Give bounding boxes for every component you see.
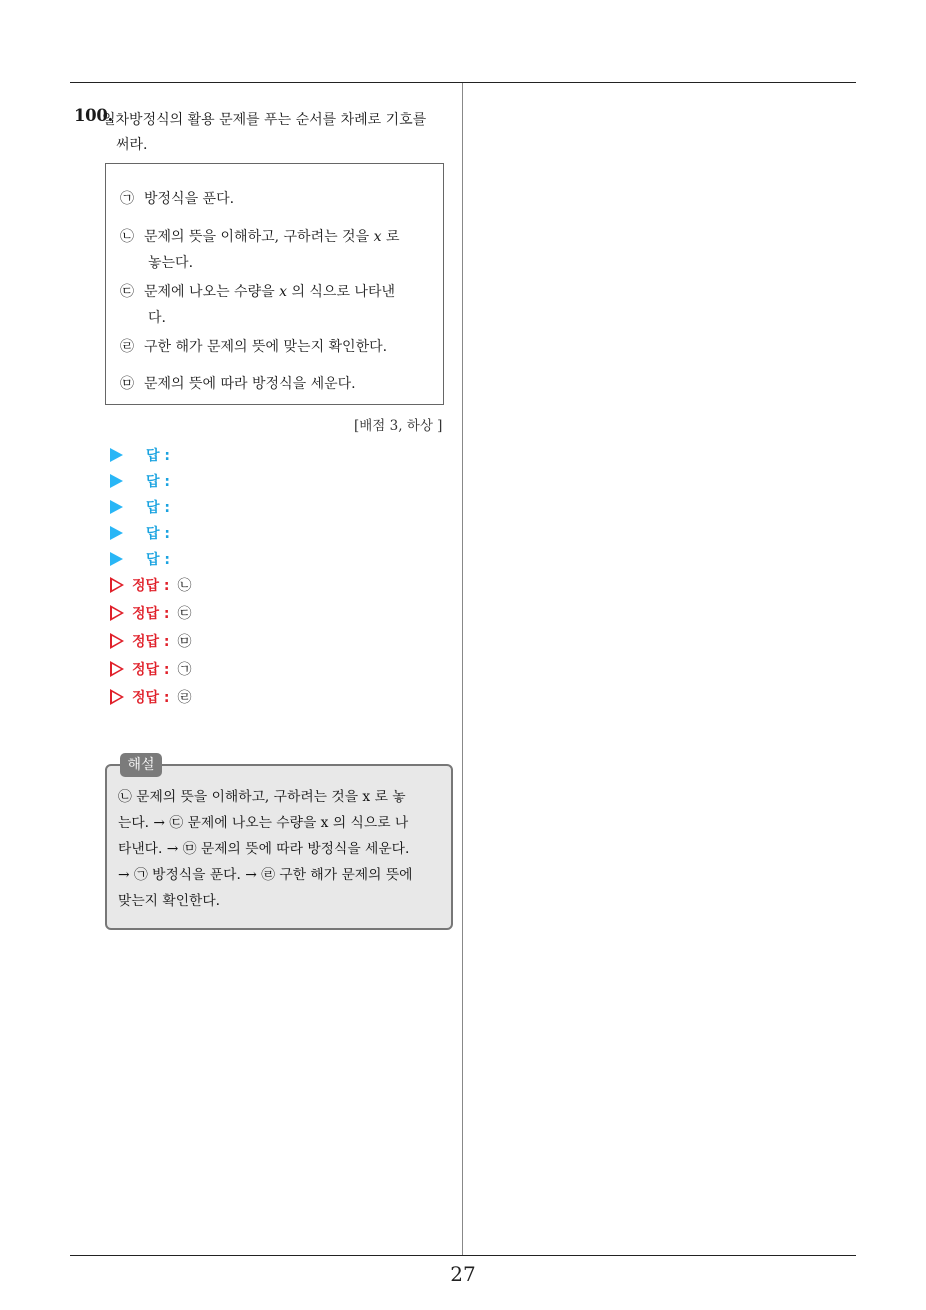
- solution-value: ㉢: [177, 606, 192, 622]
- answer-row-5[interactable]: [110, 549, 170, 569]
- explanation-line: 타낸다. → ㉤ 문제의 뜻에 따라 방정식을 세운다.: [118, 841, 410, 857]
- play-icon: [110, 500, 123, 514]
- solution-row-5: [110, 686, 192, 708]
- play-icon: [110, 474, 123, 488]
- column-divider: [462, 83, 463, 1256]
- choice-marker: ㉢: [120, 284, 134, 300]
- explanation-line: 맞는지 확인한다.: [118, 893, 221, 909]
- triangle-outline-icon: [110, 689, 124, 705]
- solution-value: ㉣: [177, 690, 192, 706]
- solution-label: 정답 :: [132, 606, 170, 622]
- answer-row-4[interactable]: [110, 523, 170, 543]
- answer-row-2[interactable]: [110, 471, 170, 491]
- solution-row-2: [110, 602, 192, 624]
- choice-marker: ㉡: [120, 229, 134, 245]
- explanation-text: [118, 784, 442, 914]
- solution-value: ㉤: [177, 634, 192, 650]
- choice-continuation: 다.: [148, 310, 166, 326]
- choice-item-3: [120, 279, 425, 331]
- choice-marker: ㉤: [120, 376, 134, 392]
- triangle-outline-icon: [110, 605, 124, 621]
- question-text: 일차방정식의 활용 문제를 푸는 순서를 차례로 기호를: [102, 112, 427, 128]
- explanation-line: → ㉠ 방정식을 푼다. → ㉣ 구한 해가 문제의 뜻에: [118, 867, 413, 883]
- solution-value: ㉡: [177, 578, 192, 594]
- triangle-outline-icon: [110, 661, 124, 677]
- solution-label: 정답 :: [132, 662, 170, 678]
- play-icon: [110, 526, 123, 540]
- points-difficulty: [배점 3, 하상 ]: [354, 418, 443, 434]
- answer-row-3[interactable]: [110, 497, 170, 517]
- choice-text-post: 의 식으로 나타낸: [291, 284, 396, 300]
- choice-marker: ㉠: [120, 191, 134, 207]
- page-number: 27: [450, 1262, 476, 1286]
- play-icon: [110, 448, 123, 462]
- choice-text-post: 로: [385, 229, 400, 245]
- solution-label: 정답 :: [132, 634, 170, 650]
- answer-label: 답 :: [146, 500, 170, 516]
- triangle-outline-icon: [110, 633, 124, 649]
- choice-text: 구한 해가 문제의 뜻에 맞는지 확인한다.: [144, 339, 388, 355]
- answer-label: 답 :: [146, 474, 170, 490]
- choice-text: 문제의 뜻에 따라 방정식을 세운다.: [144, 376, 356, 392]
- answer-row-1[interactable]: [110, 445, 170, 465]
- solution-row-1: [110, 574, 192, 596]
- solution-row-4: [110, 658, 192, 680]
- choice-marker: ㉣: [120, 339, 134, 355]
- question-number: 100.: [74, 106, 113, 125]
- solution-label: 정답 :: [132, 690, 170, 706]
- variable-x: x: [279, 284, 287, 300]
- choice-item-4: [120, 334, 425, 360]
- explanation-tab: 해설: [120, 753, 162, 777]
- solution-row-3: [110, 630, 192, 652]
- answer-label: 답 :: [146, 526, 170, 542]
- bottom-rule: [70, 1255, 856, 1256]
- solution-value: ㉠: [177, 662, 192, 678]
- choice-item-1: [120, 186, 425, 212]
- choice-item-5: [120, 371, 425, 397]
- answer-label: 답 :: [146, 448, 170, 464]
- choice-item-2: [120, 224, 425, 276]
- play-icon: [110, 552, 123, 566]
- solution-label: 정답 :: [132, 578, 170, 594]
- variable-x: x: [373, 229, 382, 245]
- choice-text: 방정식을 푼다.: [144, 191, 235, 207]
- question-text-line2: 써라.: [116, 137, 148, 153]
- explanation-line: 는다. → ㉢ 문제에 나오는 수량을 x 의 식으로 나: [118, 815, 409, 831]
- top-rule: [70, 82, 856, 83]
- choice-text: 문제의 뜻을 이해하고, 구하려는 것을: [144, 229, 370, 245]
- answer-label: 답 :: [146, 552, 170, 568]
- explanation-line: ㉡ 문제의 뜻을 이해하고, 구하려는 것을 x 로 놓: [118, 789, 406, 805]
- triangle-outline-icon: [110, 577, 124, 593]
- choice-continuation: 놓는다.: [148, 255, 194, 271]
- choice-text: 문제에 나오는 수량을: [144, 284, 275, 300]
